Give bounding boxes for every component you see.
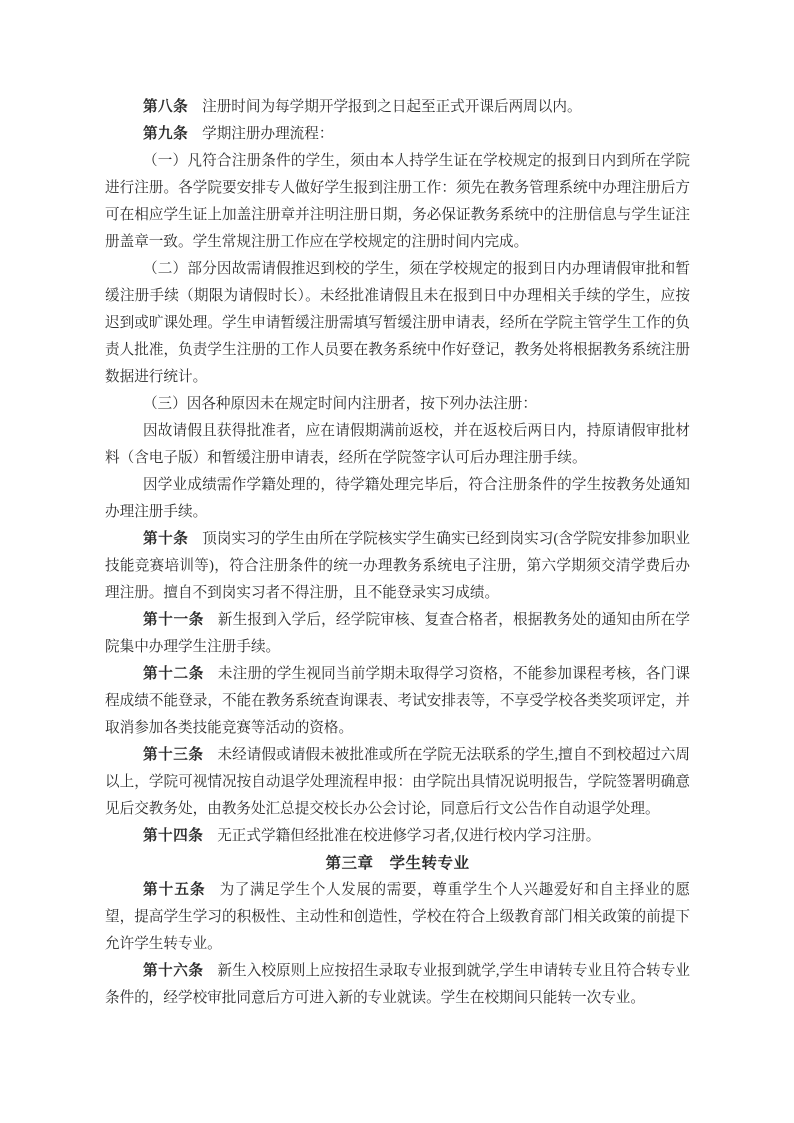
clause-paragraph-1	[105, 148, 690, 256]
article-paragraph-13	[105, 742, 690, 823]
article-paragraph-9	[105, 121, 690, 148]
article-number: 第十二条	[142, 666, 204, 682]
article-paragraph-15	[105, 877, 690, 958]
article-text: 无正式学籍但经批准在校进修学习者,仅进行校内学习注册。	[217, 828, 601, 844]
article-text: 注册时间为每学期开学报到之日起至正式开课后两周以内。	[202, 99, 582, 115]
article-paragraph-10	[105, 526, 690, 607]
chapter-heading: 第三章 学生转专业	[325, 855, 470, 872]
article-paragraph-16	[105, 958, 690, 1012]
body-text: 因学业成绩需作学籍处理的，待学籍处理完毕后，符合注册条件的学生按教务处通知办理注册手续。	[105, 477, 690, 520]
body-paragraph-leave	[105, 418, 690, 472]
body-text: 因故请假且获得批准者，应在请假期满前返校，并在返校后两日内，持原请假审批材料（含电子版）和暂缓注册申请表，经所在学院签字认可后办理注册手续。	[105, 423, 690, 466]
clause-text: （二）部分因故需请假推迟到校的学生，须在学校规定的报到日内办理请假审批和暂缓注册手续（期限为请假时长）。未经批准请假且未在报到日中办理相关手续的学生，应按迟到或旷课处理。学生申请暂缓注册需填写暂缓注册申请表，经所在学院主管学生工作的负责人批准，负责学生注册的工作人员要在教务系统中作好登记，教务处将根据教务系统注册数据进行统计。	[105, 261, 690, 385]
clause-text: （三）因各种原因未在规定时间内注册者，按下列办法注册：	[142, 396, 537, 412]
article-number: 第十三条	[142, 747, 204, 763]
article-paragraph-12	[105, 661, 690, 742]
article-paragraph-14	[105, 823, 690, 850]
article-text: 新生报到入学后，经学院审核、复查合格者，根据教务处的通知由所在学院集中办理学生注册手续。	[105, 612, 690, 655]
article-text: 为了满足学生个人发展的需要，尊重学生个人兴趣爱好和自主择业的愿望，提高学生学习的积极性、主动性和创造性，学校在符合上级教育部门相关政策的前提下允许学生转专业。	[105, 882, 690, 952]
clause-paragraph-2	[105, 256, 690, 391]
body-paragraph-academic	[105, 472, 690, 526]
article-text: 顶岗实习的学生由所在学院核实学生确实已经到岗实习(含学院安排参加职业技能竞赛培训等)，符合注册条件的统一办理教务系统电子注册，第六学期须交清学费后办理注册。擅自不到岗实习者不得注册，且不能登录实习成绩。	[105, 531, 690, 601]
article-text: 未经请假或请假未被批准或所在学院无法联系的学生,擅自不到校超过六周以上，学院可视情况按自动退学处理流程申报：由学院出具情况说明报告，学院签署明确意见后交教务处，由教务处汇总提交校长办公会讨论，同意后行文公告作自动退学处理。	[105, 747, 690, 817]
article-number: 第八条	[142, 99, 189, 115]
clause-paragraph-3	[105, 391, 690, 418]
article-text: 学期注册办理流程：	[202, 126, 334, 142]
article-number: 第十四条	[142, 828, 204, 844]
article-number: 第十六条	[142, 963, 204, 979]
article-number: 第十五条	[142, 882, 206, 898]
article-number: 第九条	[142, 126, 189, 142]
article-text: 新生入校原则上应按招生录取专业报到就学,学生申请转专业且符合转专业条件的，经学校审批同意后方可进入新的专业就读。学生在校期间只能转一次专业。	[105, 963, 690, 1006]
article-text: 未注册的学生视同当前学期未取得学习资格，不能参加课程考核，各门课程成绩不能登录，不能在教务系统查询课表、考试安排表等，不享受学校各类奖项评定，并取消参加各类技能竞赛等活动的资格。	[105, 666, 690, 736]
article-number: 第十一条	[142, 612, 204, 628]
article-number: 第十条	[142, 531, 189, 547]
clause-text: （一）凡符合注册条件的学生，须由本人持学生证在学校规定的报到日内到所在学院进行注册。各学院要安排专人做好学生报到注册工作：须先在教务管理系统中办理注册后方可在相应学生证上加盖注册章并注明注册日期，务必保证教务系统中的注册信息与学生证注册盖章一致。学生常规注册工作应在学校规定的注册时间内完成。	[105, 153, 690, 250]
article-paragraph-8	[105, 94, 690, 121]
article-paragraph-11	[105, 607, 690, 661]
